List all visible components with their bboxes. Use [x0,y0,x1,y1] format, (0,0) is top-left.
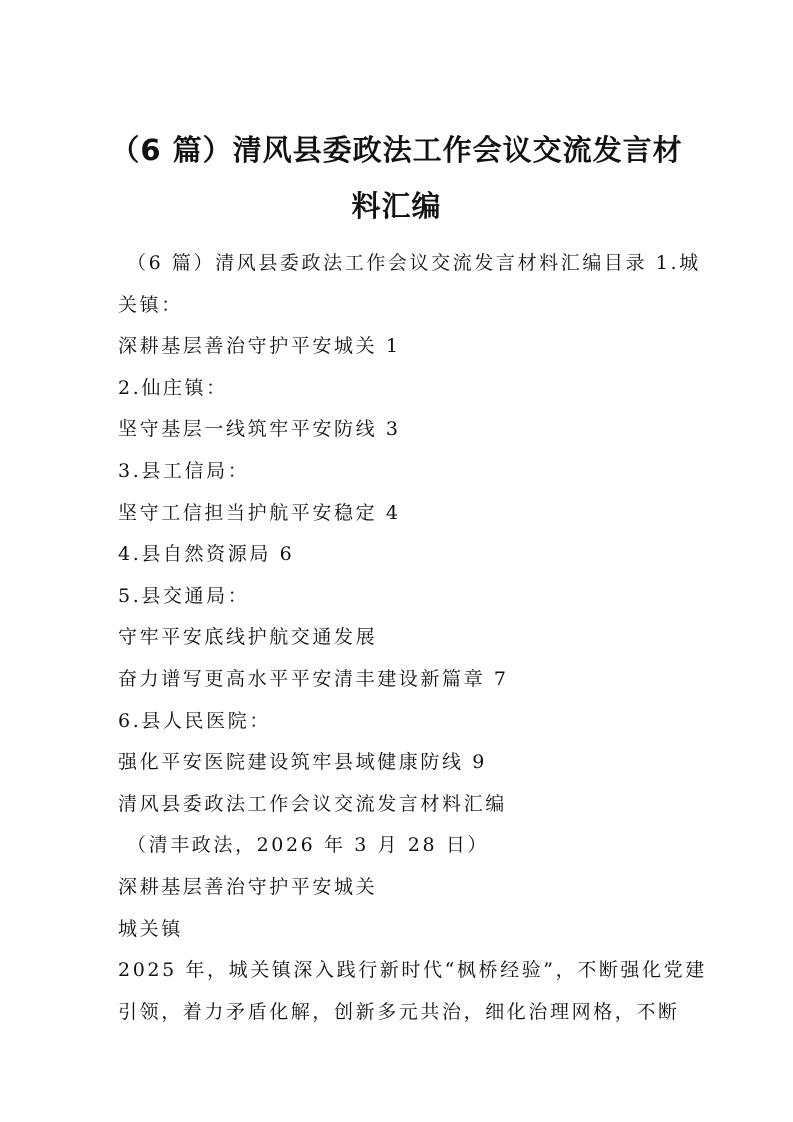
title-line-2: 料汇编 [351,189,442,223]
toc-entry-1-title: 深耕基层善治守护平安城关 1 [118,335,401,358]
toc-entry-5-subtitle: 奋力谱写更高水平平安清丰建设新篇章 7 [118,667,509,690]
toc-entry-3-title: 坚守工信担当护航平安稳定 4 [118,501,401,524]
toc-entry-2-heading: 2.仙庄镇： [118,376,228,399]
toc-entry-4: 4.县自然资源局 6 [118,543,295,566]
document-title [100,122,693,234]
article-author: 城关镇 [118,917,183,940]
article-title: 深耕基层善治守护平安城关 [118,875,378,898]
article-paragraph-line-2: 引领，着力矛盾化解，创新多元共治，细化治理网格，不断 [118,1000,680,1023]
section-title: 清风县委政法工作会议交流发言材料汇编 [118,792,507,815]
toc-entry-5-heading: 5.县交通局： [118,584,250,607]
toc-entry-6-heading: 6.县人民医院： [118,709,271,732]
article-paragraph-line-1: 2025 年，城关镇深入践行新时代“枫桥经验”，不断强化党建 [118,959,707,982]
toc-intro-line: （6 篇）清风县委政法工作会议交流发言材料汇编目录 1.城 [127,252,701,274]
document-body [118,243,707,1033]
toc-intro-line-continued: 关镇： [118,293,183,316]
toc-entry-6-title: 强化平安医院建设筑牢县域健康防线 9 [118,751,487,774]
toc-entry-5-title: 守牢平安底线护航交通发展 [118,626,378,649]
toc-entry-3-heading: 3.县工信局： [118,459,250,482]
toc-entry-2-title: 坚守基层一线筑牢平安防线 3 [118,418,401,441]
title-line-1: （6 篇）清风县委政法工作会议交流发言材 [110,133,683,167]
section-source-date: （清丰政法，2026 年 3 月 28 日） [127,834,490,857]
